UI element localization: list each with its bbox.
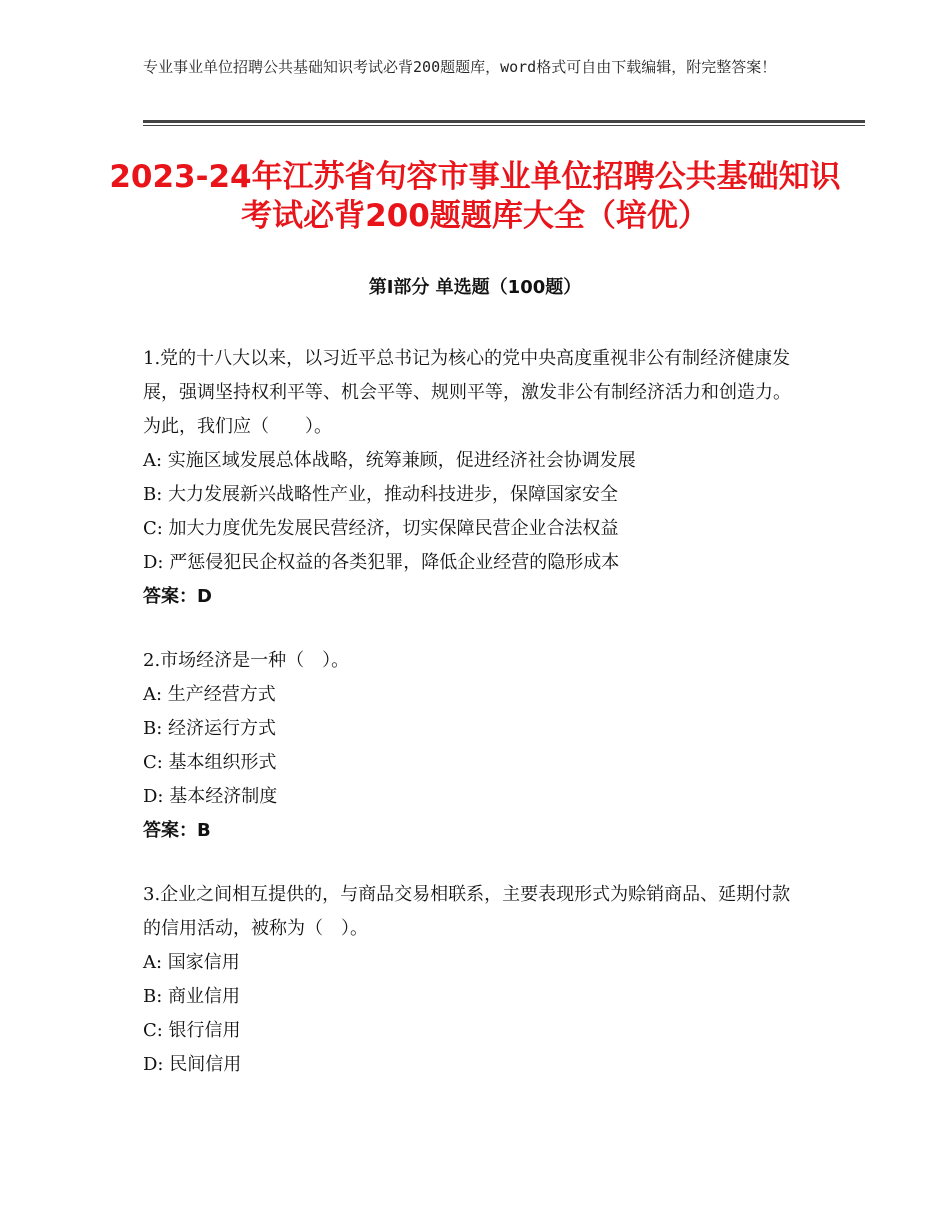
document-title: 2023-24年江苏省句容市事业单位招聘公共基础知识考试必背200题题库大全（培优） [109,159,841,234]
option-a: A: 实施区域发展总体战略，统筹兼顾，促进经济社会协调发展 [143,450,636,471]
header-divider-thin [143,125,865,126]
question-3 [143,878,808,1082]
option-d: D: 严惩侵犯民企权益的各类犯罪，降低企业经营的隐形成本 [143,552,620,573]
question-stem: 1.党的十八大以来，以习近平总书记为核心的党中央高度重视非公有制经济健康发展，强调坚持权利平等、机会平等、规则平等，激发非公有制经济活力和创造力。为此，我们应（ ）。 [143,348,791,437]
option-a: A: 生产经营方式 [143,684,276,705]
option-c: C: 基本组织形式 [143,752,277,773]
option-d: D: 民间信用 [143,1054,242,1075]
option-b: B: 大力发展新兴战略性产业，推动科技进步，保障国家安全 [143,484,619,505]
answer: 答案：D [143,586,212,607]
option-c: C: 银行信用 [143,1020,241,1041]
option-c: C: 加大力度优先发展民营经济，切实保障民营企业合法权益 [143,518,619,539]
option-d: D: 基本经济制度 [143,786,278,807]
option-b: B: 商业信用 [143,986,241,1007]
question-list [143,342,808,1112]
option-b: B: 经济运行方式 [143,718,277,739]
answer: 答案：B [143,820,211,841]
section-heading: 第Ⅰ部分 单选题（100题） [368,277,582,298]
header-note: 专业事业单位招聘公共基础知识考试必背200题题库，word格式可自由下载编辑，附完整答案！ [143,58,777,76]
option-a: A: 国家信用 [143,952,240,973]
question-stem: 3.企业之间相互提供的，与商品交易相联系，主要表现形式为赊销商品、延期付款的信用活动，被称为（ ）。 [143,884,791,939]
question-stem: 2.市场经济是一种（ ）。 [143,650,350,671]
header-divider-thick [143,120,865,123]
question-2 [143,644,808,848]
question-1 [143,342,808,614]
